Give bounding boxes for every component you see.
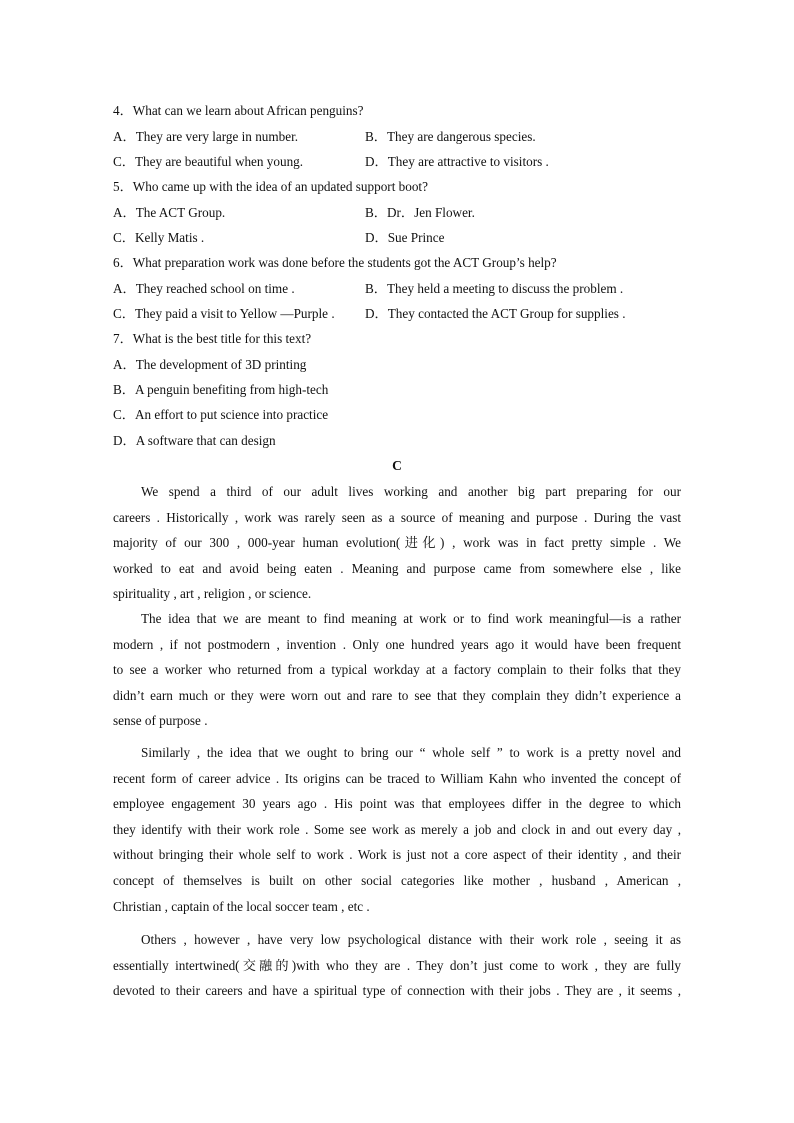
paragraph-line: concept of themselves is built on other social categories like mother , husband , American ,	[113, 872, 681, 888]
passage-paragraph-2	[113, 606, 681, 734]
option-d: D．A software that can design	[113, 433, 276, 448]
passage-paragraph-3	[113, 740, 681, 919]
option-a: A．The development of 3D printing	[113, 357, 307, 372]
option-b: B．They are dangerous species.	[365, 129, 536, 144]
option-a: A．They are very large in number.	[113, 129, 299, 144]
question-stem: 6．What preparation work was done before the students got the ACT Group’s help?	[113, 255, 557, 270]
question-stem: 7．What is the best title for this text?	[113, 331, 312, 346]
paragraph-line: devoted to their careers and have a spiritual type of connection with their jobs . They are , it seems ,	[113, 983, 681, 999]
option-d: D．Sue Prince	[365, 230, 445, 245]
paragraph-line: they identify with their work role . Some see work as merely a job and clock in and out every day ,	[113, 821, 681, 837]
option-b: B．A penguin benefiting from high-tech	[113, 382, 329, 397]
paragraph-line: to see a worker who returned from a typical workday at a factory complain to their folks that they	[113, 662, 681, 678]
paragraph-line: employee engagement 30 years ago . His point was that employees differ in the degree to which	[113, 796, 681, 812]
option-c: C．An effort to put science into practice	[113, 407, 329, 422]
section-title: C	[392, 458, 402, 473]
paragraph-line: Christian , captain of the local soccer team , etc .	[113, 898, 370, 914]
question-stem: 4．What can we learn about African penguins?	[113, 103, 364, 118]
paragraph-line: modern , if not postmodern , invention . Only one hundred years ago it would have been frequent	[113, 636, 681, 652]
option-a: A．They reached school on time .	[113, 281, 295, 296]
passage-paragraph-4	[113, 927, 681, 1004]
paragraph-line: recent form of career advice . Its origins can be traced to William Kahn who invented the concept of	[113, 770, 681, 786]
paragraph-line: without bringing their whole self to work . Work is just not a core aspect of their identity , and their	[113, 847, 681, 863]
paragraph-line: Similarly , the idea that we ought to bring our “ whole self ” to work is a pretty novel and	[141, 745, 681, 760]
option-a: A．The ACT Group.	[113, 205, 226, 220]
paragraph-line: The idea that we are meant to find meaning at work or to find work meaningful—is a rather	[141, 611, 681, 626]
paragraph-line: Others , however , have very low psychological distance with their work role , seeing it as	[141, 932, 681, 947]
option-b: B．Dr．Jen Flower.	[365, 205, 475, 220]
question-stem: 5．Who came up with the idea of an updated support boot?	[113, 179, 428, 194]
option-d: D．They are attractive to visitors .	[365, 154, 549, 169]
paragraph-line: didn’t earn much or they were worn out and rare to see that they complain they didn’t experience a	[113, 687, 681, 703]
paragraph-line: We spend a third of our adult lives working and another big part preparing for our	[141, 484, 681, 499]
paragraph-line: majority of our 300 , 000-year human evolution(进化) , work was in fact pretty simple . We	[113, 535, 681, 551]
option-c: C．They are beautiful when young.	[113, 154, 304, 169]
paragraph-line: spirituality , art , religion , or science.	[113, 586, 312, 602]
option-c: C．Kelly Matis .	[113, 230, 205, 245]
paragraph-line: essentially intertwined(交融的)with who they are . They don’t just come to work , they are fully	[113, 957, 681, 973]
paragraph-line: sense of purpose .	[113, 713, 208, 729]
paragraph-line: worked to eat and avoid being eaten . Meaning and purpose came from somewhere else , like	[113, 560, 681, 576]
option-b: B．They held a meeting to discuss the problem .	[365, 281, 624, 296]
option-d: D．They contacted the ACT Group for supplies .	[365, 306, 626, 321]
paragraph-line: careers . Historically , work was rarely seen as a source of meaning and purpose . During the vast	[113, 509, 681, 525]
option-c: C．They paid a visit to Yellow —Purple .	[113, 306, 335, 321]
passage-paragraph-1	[113, 479, 681, 607]
